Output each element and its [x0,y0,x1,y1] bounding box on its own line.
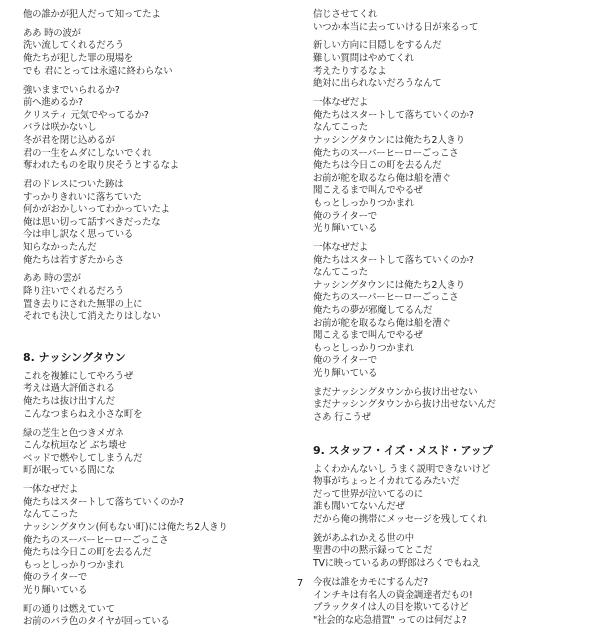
lyric-line: 降り注いでくれるだろう [23,286,124,298]
lyric-stanza [313,40,593,90]
lyric-line: 誰も聞いてないんだぜ [313,501,405,513]
lyric-stanza [23,604,293,629]
lyric-line: 俺たちが犯した罪の現場を [23,53,134,65]
lyric-stanza [313,387,593,425]
lyric-line: なんてこった [313,267,368,279]
lyric-line: 光り輝いている [313,223,378,235]
lyric-line: 強いままでいられるか? [23,84,120,96]
right-column [313,9,593,634]
lyric-line: 俺たちのスーパーヒーローごっこさ [313,147,459,159]
lyric-line: お前が舵を取るなら俺は船を漕ぐ [313,317,451,329]
lyric-line: 一体なぜだよ [313,241,369,253]
lyric-line: 冬が君を閉じ込めるが [23,134,115,146]
lyric-line: でも 君にとっては永遠に終わらない [23,65,173,77]
lyric-line: それでも決して消えたりはしない [23,311,161,323]
lyric-line: よくわかんないし うまく説明できないけど [313,463,491,475]
lyric-line: 俺たちの夢が邪魔してるんだ [313,304,433,316]
lyric-line: TVに映っているあの野郎はろくでもねえ [313,558,481,570]
lyric-line: だから俺の携帯にメッセージを残してくれ [313,513,487,525]
lyric-line: 一体なぜだよ [313,97,369,109]
lyric-line: ナッシングタウンには俺たち2人きり [313,279,465,291]
lyric-stanza [23,371,293,421]
lyric-line: クリスティ 元気でやってるか? [23,109,149,121]
lyric-line: 緑の芝生と色つきメガネ [23,427,124,439]
lyric-line: ああ 時の波が [23,27,81,39]
lyric-line: 今夜は誰をカモにするんだ? [313,576,428,588]
lyric-line: 何かがおかしいってわかっていたよ [23,204,170,216]
lyric-line: 今は申し訳なく思っている [23,229,134,241]
lyric-line: お前のバラ色のタイヤが回っている [23,616,170,628]
lyric-line: 物事がちょっとイカれてるみたいだ [313,476,460,488]
lyric-line: 町が眠っている間にな [23,465,115,477]
lyric-stanza [23,179,293,267]
lyric-line: こんなつまらねえ小さな町を [23,408,143,420]
lyric-line: 置き去りにされた無罪の上に [23,298,143,310]
lyric-line: ベッドで燃やしてしまうんだ [23,452,143,464]
song-heading-wrap [23,351,293,365]
lyric-line: 新しい方向に目隠しをするんだ [313,40,442,52]
lyric-line: 俺たちはスタートして落ちていくのか? [313,254,474,266]
lyric-line: 俺たちはスタートして落ちていくのか? [23,496,184,508]
song-title-heading: 8. ナッシングタウン [23,350,126,364]
lyric-line: 光り輝いている [23,584,88,596]
lyric-line: いつか本当に去っていける日が来るって [313,21,479,33]
lyric-stanza [313,242,593,381]
left-column [23,9,293,635]
lyric-line: 難しい質問はやめてくれ [313,53,414,65]
lyric-line: 町の通りは燃えていて [23,603,115,615]
lyric-line: だって世界が泣いてるのに [313,488,424,500]
lyric-line: 銃があふれかえる世の中 [313,532,414,544]
lyric-line: 考えたりするなよ [313,65,387,77]
lyric-line: 俺たちは今日この町を去るんだ [313,160,442,172]
lyric-line: 一体なぜだよ [23,484,79,496]
lyric-line: 知らなかったんだ [23,241,97,253]
lyric-line: 俺は思い切って話すべきだったな [23,216,161,228]
lyric-line: 俺たちのスーパーヒーローごっこさ [313,292,459,304]
lyric-line: まだナッシングタウンから抜け出せないんだ [313,399,496,411]
lyric-stanza [313,464,593,527]
lyric-line: こんな杭垣など ぶち壊せ [23,440,127,452]
lyric-line: ナッシングタウンには俺たち2人きり [313,134,465,146]
lyric-line: 聞こえるまで叫んでやるぜ [313,330,423,342]
lyric-line: さあ 行こうぜ [313,412,371,423]
lyric-line: 考えは過大評価される [23,383,115,395]
lyric-line: 俺たちは抜け出すんだ [23,396,115,408]
lyric-line: 聖書の中の黙示録ってとこだ [313,545,433,557]
lyric-stanza [23,273,293,323]
lyric-line: ブラックタイは人の目を欺いてるけど [313,602,469,614]
lyric-stanza [23,85,293,173]
lyric-line: 俺たちはスタートして落ちていくのか? [313,109,474,121]
lyric-stanza [313,9,593,34]
lyric-line: インチキは有名人の資金調達者だもの! [313,589,473,601]
lyric-line: 俺たちは今日この町を去るんだ [23,547,152,559]
lyric-line: 君のドレスについた跡は [23,179,124,191]
lyric-line: 俺たちは若すぎたからさ [23,254,124,266]
lyric-line: すっかりきれいに落ちていた [23,191,142,203]
lyric-line: もっとしっかりつかまれ [23,559,124,571]
lyric-line: 俺のライターで [313,210,377,222]
lyric-line: 絶対に出られないだろうなんて [313,78,442,90]
lyric-line: ああ 時の雲が [23,273,81,285]
lyric-line: バラは咲かないし [23,122,97,134]
lyric-line: "社会的な応急措置" ってのは何だよ? [313,614,467,626]
lyric-line: 俺たちのスーパーヒーローごっこさ [23,534,169,546]
lyric-line: 他の誰かが犯人だって知ってたよ [23,9,161,20]
lyric-line: これを複雑にしてやろうぜ [23,370,134,382]
lyric-line: 前へ進めるか? [23,97,83,109]
lyric-line: もっとしっかりつかまれ [313,342,414,354]
lyric-stanza [313,97,593,236]
song-heading-wrap [313,444,593,458]
lyric-stanza [23,428,293,478]
lyric-line: お前が舵を取るなら俺は船を漕ぐ [313,172,451,184]
lyric-line: 洗い流してくれるだろう [23,40,124,52]
lyric-line: もっとしっかりつかまれ [313,197,414,209]
lyric-line: なんてこった [23,509,78,521]
song-title-heading: 9. スタッフ・イズ・メスド・アップ [313,443,493,457]
lyric-line: 聞こえるまで叫んでやるぜ [313,185,423,197]
lyric-line: 信じさせてくれ [313,9,378,20]
lyric-line: 光り輝いている [313,367,378,379]
page-number: 7 [296,578,304,589]
lyric-line: 俺のライターで [313,355,377,367]
lyric-line: まだナッシングタウンから抜け出せない [313,386,478,398]
lyric-stanza [23,9,293,22]
lyric-line: 俺のライターで [23,572,87,584]
lyric-stanza [23,28,293,78]
lyric-line: ナッシングタウン(何もない町)には俺たち2人きり [23,521,228,533]
lyric-stanza [313,533,593,571]
lyric-line: 君の一生をムダにしないでくれ [23,147,152,159]
lyric-line: 奪われたものを取り戻そうとするなよ [23,160,179,172]
lyric-line: なんてこった [313,122,368,134]
